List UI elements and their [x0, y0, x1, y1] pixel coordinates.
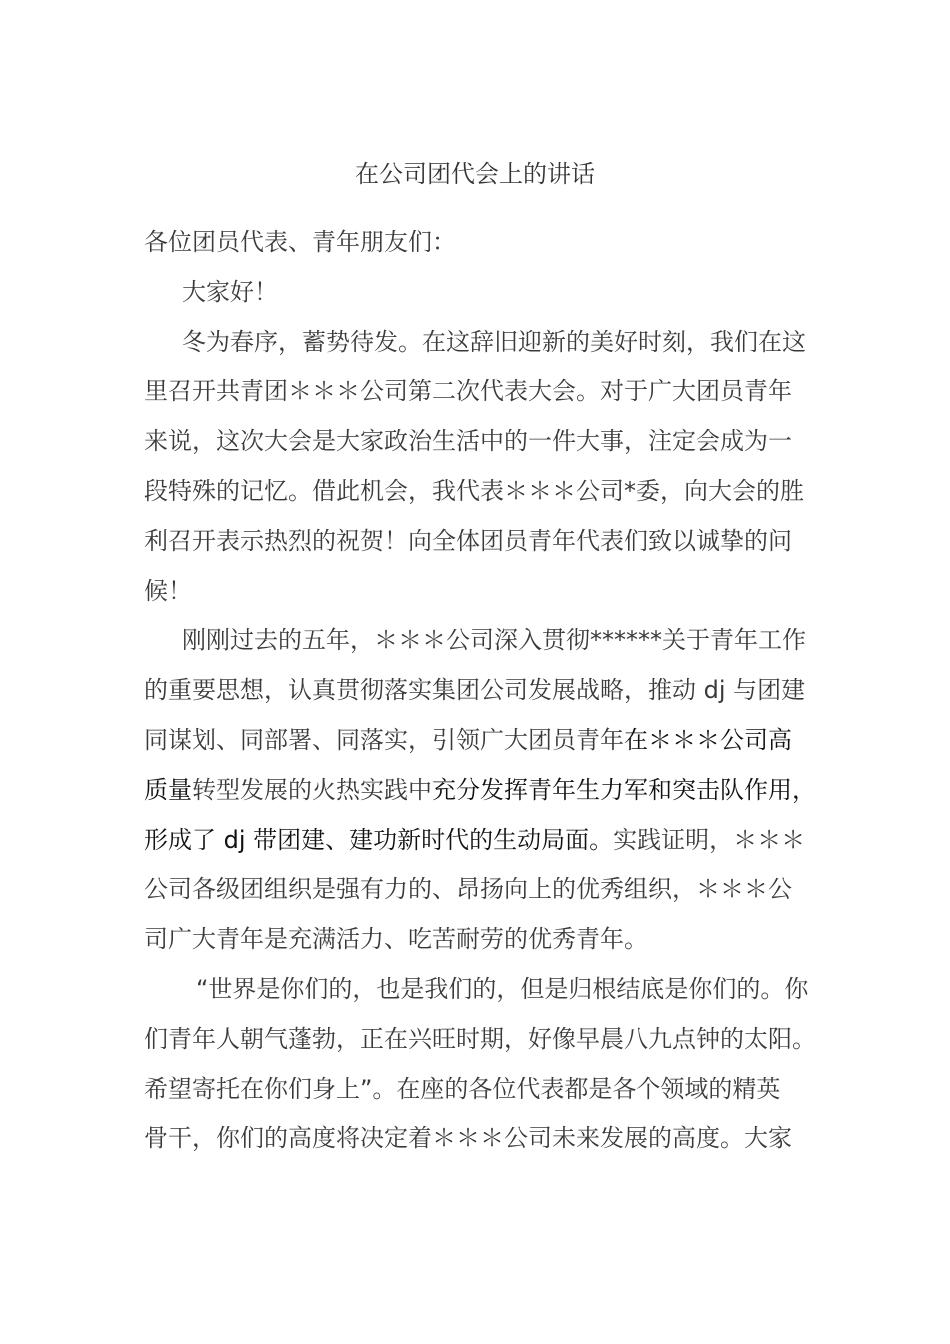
paragraph-line: 冬为春序，蓄势待发。在这辞旧迎新的美好时刻，我们在这: [182, 327, 806, 356]
paragraph-line: [144, 716, 806, 766]
text-segment: 同谋划、同部署、同落实，引领广大团员青年: [144, 725, 624, 754]
paragraph-line: [144, 816, 806, 866]
paragraph-line: 们青年人朝气蓬勃，正在兴旺时期，好像早晨八九点钟的太阳。: [144, 1024, 816, 1053]
text-segment-emphasis: 在＊＊＊公司高: [624, 725, 792, 754]
paragraph-line: 候！: [144, 576, 192, 605]
document-body: [144, 218, 816, 1164]
paragraph-line: 希望寄托在你们身上”。在座的各位代表都是各个领域的精英: [144, 1074, 781, 1103]
paragraph-line: 公司各级团组织是强有力的、昂扬向上的优秀组织，＊＊＊公: [144, 875, 792, 904]
paragraph-line: 刚刚过去的五年，＊＊＊公司深入贯彻******关于青年工作: [182, 626, 806, 655]
paragraph-line: 骨干，你们的高度将决定着＊＊＊公司未来发展的高度。大家: [144, 1124, 792, 1153]
text-segment-emphasis: 形成了 dj 带团建、建功新时代的生动局面。: [144, 825, 614, 854]
text-segment: 转型发展的火热实践中: [192, 775, 432, 804]
text-segment-emphasis: 质量: [144, 775, 192, 804]
paragraph-line: 来说，这次大会是大家政治生活中的一件大事，注定会成为一: [144, 427, 792, 456]
text-segment: 实践证明，＊＊＊: [613, 825, 806, 854]
salutation: 各位团员代表、青年朋友们：: [144, 228, 456, 256]
paragraph-line: 段特殊的记忆。借此机会，我代表＊＊＊公司*委，向大会的胜: [144, 476, 804, 505]
paragraph-line: 里召开共青团＊＊＊公司第二次代表大会。对于广大团员青年: [144, 377, 792, 406]
greeting-line: 大家好！: [182, 277, 278, 306]
paragraph-line: 利召开表示热烈的祝贺！向全体团员青年代表们致以诚挚的问: [144, 526, 792, 555]
document-title: 在公司团代会上的讲话: [355, 160, 595, 188]
paragraph-line: 的重要思想，认真贯彻落实集团公司发展战略，推动 dj 与团建: [144, 676, 806, 705]
paragraph-line: 司广大青年是充满活力、吃苦耐劳的优秀青年。: [144, 925, 648, 954]
paragraph-line: “世界是你们的，也是我们的，但是归根结底是你们的。你: [196, 974, 809, 1003]
text-segment-emphasis: 充分发挥青年生力军和突击队作用，: [432, 775, 816, 804]
paragraph-line: [144, 766, 816, 816]
